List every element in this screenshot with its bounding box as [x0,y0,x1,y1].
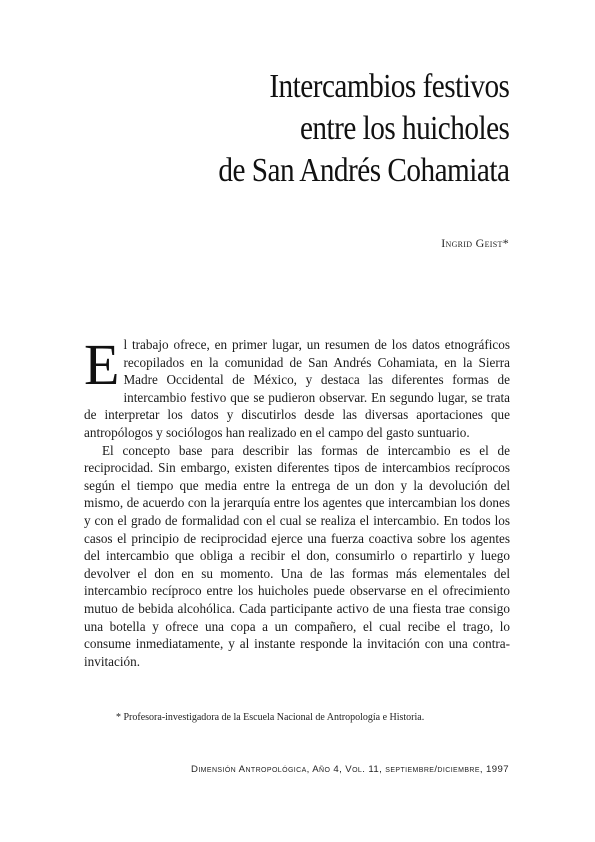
article-title [218,66,509,192]
footnote: * Profesora-investigadora de la Escuela Nacional de Antropología e Historia. [116,712,425,723]
title-line: de San Andrés Cohamiata [217,152,509,189]
title-line: entre los huicholes [299,110,509,147]
title-line: Intercambios festivos [268,68,509,105]
journal-footer: Dimensión Antropológica, Año 4, Vol. 11, septiembre/diciembre, 1997 [190,764,509,775]
drop-cap: E [84,332,120,397]
article-body [84,332,510,670]
author-name: Ingrid Geist* [441,236,509,250]
paragraph [84,332,510,442]
paragraph: El concepto base para describir las formas de intercambio es el de reciprocidad. Sin embargo, existen diferentes tipos de intercambios recíprocos según el tiempo que media entre la entrega de un don y la devolución del mismo, de acuerdo con la jerarquía entre los agentes que intercambian los dones y con el grado de formalidad con el cual se realiza el intercambio. En todos los casos el principio de reciprocidad ejerce una fuerza coactiva sobre los agentes del intercambio que obliga a recibir el don, consumirlo o repartirlo y luego devolver el don en su momento. Una de las formas más elementales del intercambio recíproco entre los huicholes puede observarse en el ofrecimiento mutuo de bebida alcohólica. Cada participante activo de una fiesta trae consigo una botella y ofrece una copa a un compañero, el cual recibe el trago, lo consume inmediatamente, y al instante responde la invitación con una contra-invitación. [84,442,510,669]
paragraph-text: l trabajo ofrece, en primer lugar, un resumen de los datos etnográficos recopilados en la comunidad de San Andrés Cohamiata, en la Sierra Madre Occidental de México, y destaca las diferentes formas de intercambio festivo que se pudieron observar. En segundo lugar, se trata de interpretar los datos y discutirlos desde las diversas aportaciones que antropólogos y sociólogos han realizado en el campo del gasto suntuario. [84,337,510,440]
